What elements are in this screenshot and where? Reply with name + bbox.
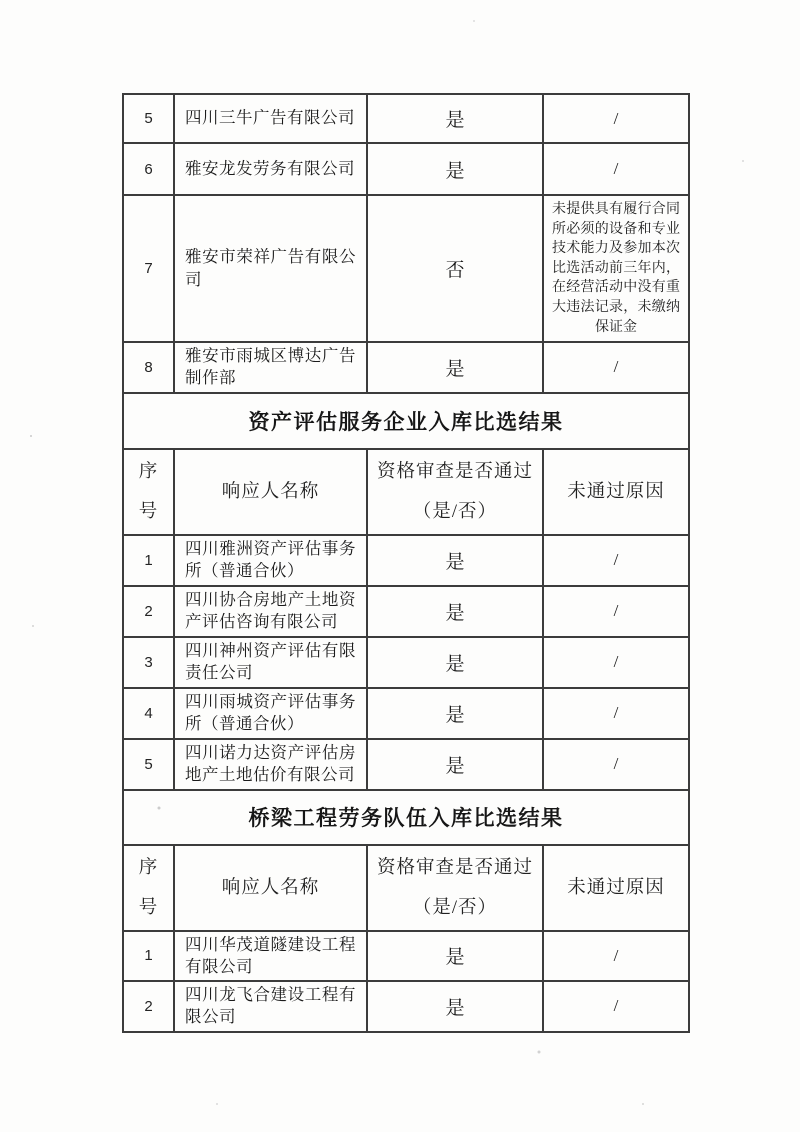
fail-reason-cell: 未提供具有履行合同所必须的设备和专业技术能力及参加本次比选活动前三年内，在经营活动中没有重大违法记录，未缴纳保证金 — [543, 195, 689, 342]
respondent-name-cell: 四川龙飞合建设工程有限公司 — [174, 981, 367, 1032]
respondent-name-cell: 雅安市荣祥广告有限公司 — [174, 195, 367, 342]
qualification-passed-cell: 是 — [367, 94, 543, 143]
table-header-row — [123, 449, 689, 535]
fail-reason-cell: / — [543, 143, 689, 195]
respondent-name-cell: 四川诺力达资产评估房地产土地估价有限公司 — [174, 739, 367, 790]
header-qualification-passed: 资格审查是否通过（是/否） — [367, 449, 543, 535]
table-row — [123, 739, 689, 790]
fail-reason-cell: / — [543, 586, 689, 637]
respondent-name-cell: 四川雅洲资产评估事务所（普通合伙） — [174, 535, 367, 586]
seq-cell: 3 — [123, 637, 174, 688]
table-row — [123, 535, 689, 586]
header-qualification-passed: 资格审查是否通过（是/否） — [367, 845, 543, 931]
table-header-row — [123, 845, 689, 931]
selection-results-table — [122, 93, 690, 1033]
respondent-name-cell: 四川协合房地产土地资产评估咨询有限公司 — [174, 586, 367, 637]
seq-cell: 8 — [123, 342, 174, 393]
respondent-name-cell: 雅安龙发劳务有限公司 — [174, 143, 367, 195]
header-seq-label: 序号 — [138, 461, 159, 522]
respondent-name-cell: 四川神州资产评估有限责任公司 — [174, 637, 367, 688]
seq-cell: 6 — [123, 143, 174, 195]
seq-cell: 2 — [123, 981, 174, 1032]
fail-reason-cell: / — [543, 535, 689, 586]
qualification-passed-cell: 是 — [367, 981, 543, 1032]
table-row — [123, 143, 689, 195]
seq-cell: 5 — [123, 739, 174, 790]
qualification-passed-cell: 是 — [367, 535, 543, 586]
qualification-passed-cell: 否 — [367, 195, 543, 342]
qualification-passed-cell: 是 — [367, 739, 543, 790]
fail-reason-cell: / — [543, 739, 689, 790]
section-title-row — [123, 393, 689, 449]
qualification-passed-cell: 是 — [367, 342, 543, 393]
table-row — [123, 931, 689, 982]
header-seq — [123, 845, 174, 931]
header-respondent-name: 响应人名称 — [174, 845, 367, 931]
qualification-passed-cell: 是 — [367, 637, 543, 688]
table-row — [123, 637, 689, 688]
seq-cell: 1 — [123, 931, 174, 982]
seq-cell: 1 — [123, 535, 174, 586]
header-fail-reason: 未通过原因 — [543, 449, 689, 535]
qualification-passed-cell: 是 — [367, 931, 543, 982]
header-seq — [123, 449, 174, 535]
respondent-name-cell: 雅安市雨城区博达广告制作部 — [174, 342, 367, 393]
qualification-passed-cell: 是 — [367, 688, 543, 739]
fail-reason-cell: / — [543, 688, 689, 739]
table-row — [123, 688, 689, 739]
header-respondent-name: 响应人名称 — [174, 449, 367, 535]
seq-cell: 4 — [123, 688, 174, 739]
fail-reason-cell: / — [543, 637, 689, 688]
table-row — [123, 342, 689, 393]
header-seq-label: 序号 — [138, 857, 159, 918]
qualification-passed-cell: 是 — [367, 586, 543, 637]
respondent-name-cell: 四川华茂道隧建设工程有限公司 — [174, 931, 367, 982]
fail-reason-cell: / — [543, 94, 689, 143]
table-row — [123, 586, 689, 637]
seq-cell: 7 — [123, 195, 174, 342]
fail-reason-cell: / — [543, 342, 689, 393]
seq-cell: 2 — [123, 586, 174, 637]
respondent-name-cell: 四川三牛广告有限公司 — [174, 94, 367, 143]
section-title: 桥梁工程劳务队伍入库比选结果 — [123, 790, 689, 845]
scan-noise-speckles — [30, 435, 32, 437]
section-title: 资产评估服务企业入库比选结果 — [123, 393, 689, 449]
table-row — [123, 195, 689, 342]
table-row — [123, 94, 689, 143]
respondent-name-cell: 四川雨城资产评估事务所（普通合伙） — [174, 688, 367, 739]
seq-cell: 5 — [123, 94, 174, 143]
fail-reason-cell: / — [543, 931, 689, 982]
fail-reason-cell: / — [543, 981, 689, 1032]
qualification-passed-cell: 是 — [367, 143, 543, 195]
section-title-row — [123, 790, 689, 845]
table-row — [123, 981, 689, 1032]
header-fail-reason: 未通过原因 — [543, 845, 689, 931]
